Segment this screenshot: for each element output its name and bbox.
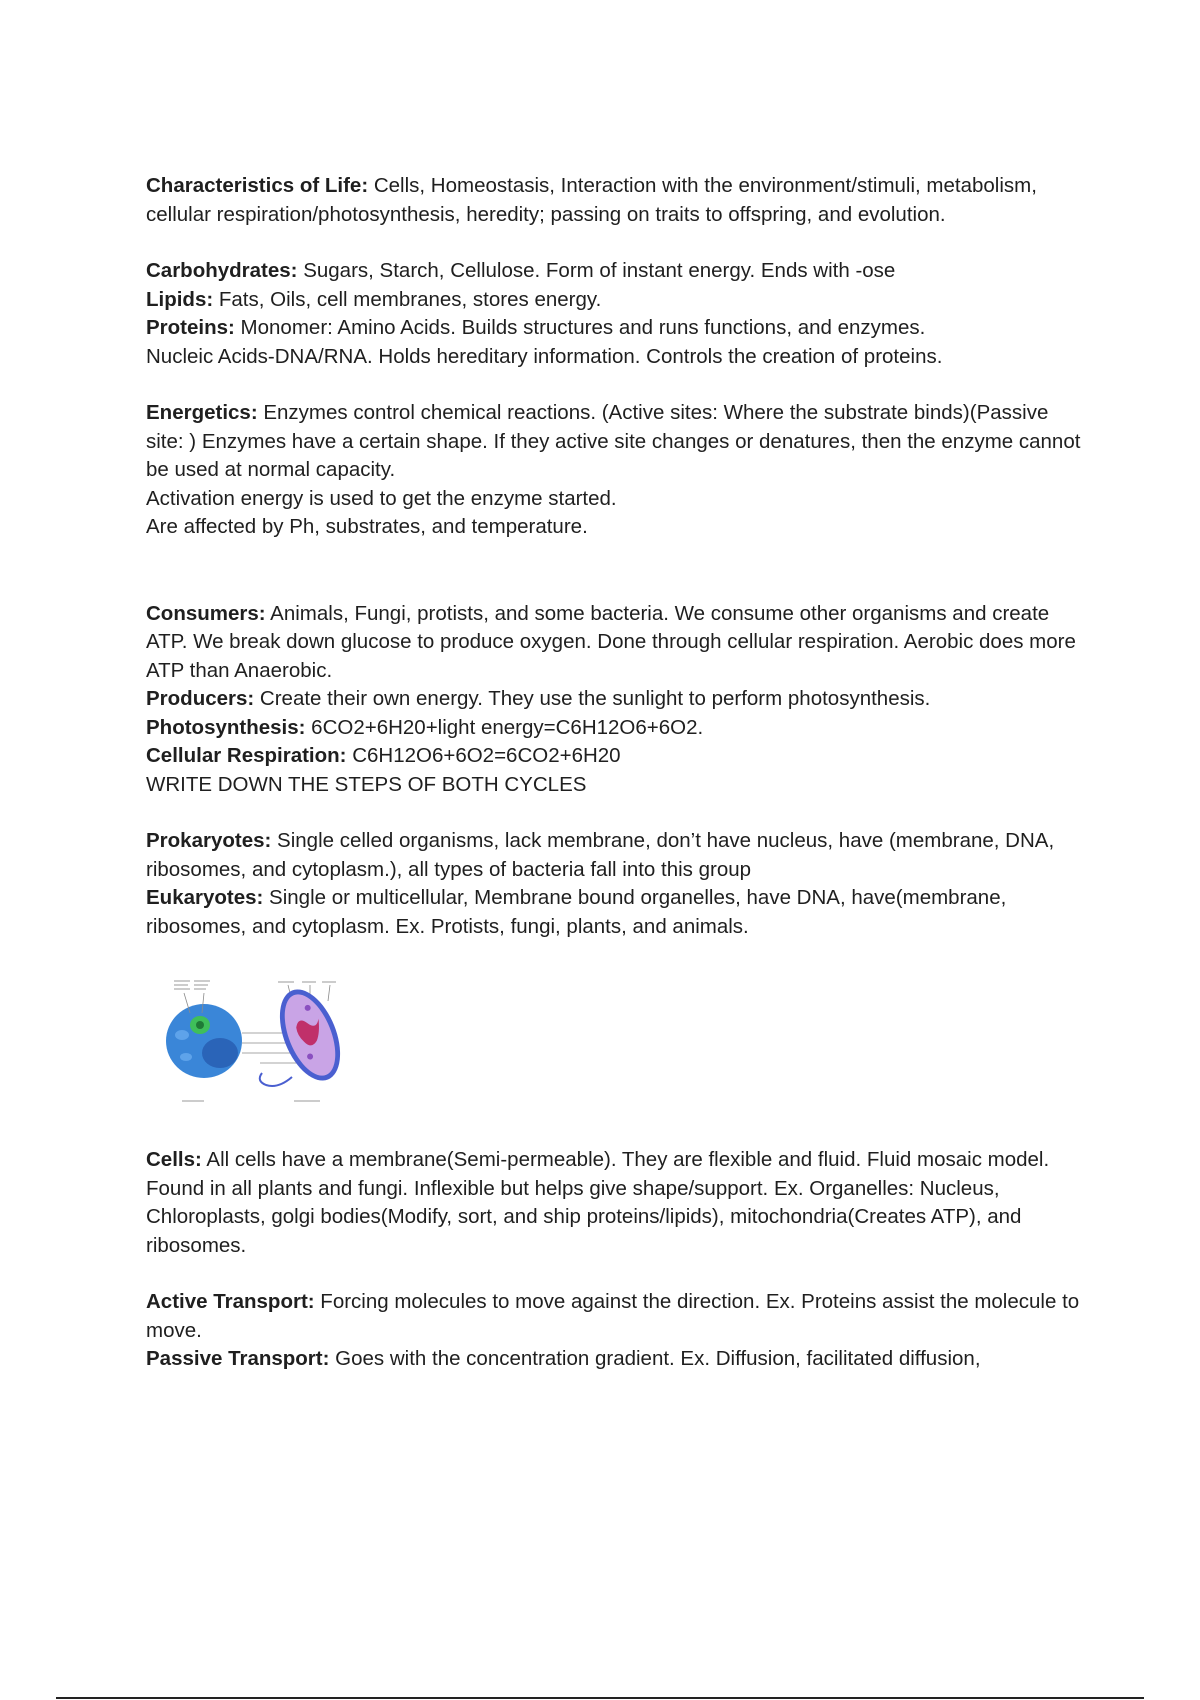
cellular-respiration-text: C6H12O6+6O2=6CO2+6H20	[346, 744, 621, 767]
cellular-respiration-line	[146, 742, 1086, 771]
activation-energy-line: Activation energy is used to get the enzyme started.	[146, 486, 617, 510]
carbohydrates-line	[146, 257, 1086, 286]
flagellum-shape	[260, 1073, 292, 1086]
lipids-label: Lipids:	[146, 287, 214, 311]
eukaryotes-paragraph	[146, 884, 1086, 941]
producers-line	[146, 685, 1086, 714]
active-transport-text: Forcing molecules to move against the direction. Ex. Proteins assist the molecule to move.	[146, 1290, 1080, 1342]
producers-label: Producers:	[146, 687, 255, 710]
energetics-label: Energetics:	[146, 401, 258, 424]
write-steps-line: WRITE DOWN THE STEPS OF BOTH CYCLES	[146, 772, 587, 796]
energetics-text: Enzymes control chemical reactions. (Active sites: Where the substrate binds)(Passive site: ) Enzymes have a certain shape. If they active site changes or denatures, then the enzyme cannot be used at normal capacity.	[146, 401, 1081, 481]
cells-label: Cells:	[146, 1148, 202, 1171]
proteins-line	[146, 314, 1086, 343]
lipids-text: Fats, Oils, cell membranes, stores energy.	[213, 287, 602, 311]
passive-transport-paragraph	[146, 1345, 1086, 1374]
photosynthesis-line	[146, 714, 1086, 743]
active-transport-label: Active Transport:	[146, 1290, 315, 1313]
proteins-label: Proteins:	[146, 316, 235, 339]
prokaryotes-paragraph	[146, 827, 1086, 884]
cell-comparison-diagram-icon	[160, 973, 370, 1108]
cellular-respiration-label: Cellular Respiration:	[146, 744, 347, 767]
carbohydrates-label: Carbohydrates:	[146, 259, 298, 282]
eukaryotes-label: Eukaryotes:	[146, 886, 264, 909]
characteristics-label: Characteristics of Life:	[146, 174, 369, 197]
characteristics-of-life-paragraph	[146, 172, 1086, 229]
carbohydrates-text: Sugars, Starch, Cellulose. Form of instant energy. Ends with -ose	[297, 259, 896, 282]
prokaryotic-cell-shape	[268, 981, 352, 1089]
characteristics-text: Cells, Homeostasis, Interaction with the environment/stimuli, metabolism, cellular respiration/photosynthesis, heredity; passing on traits to offspring, and evolution.	[146, 174, 1037, 226]
consumers-label: Consumers:	[146, 601, 266, 625]
passive-transport-text: Goes with the concentration gradient. Ex. Diffusion, facilitated diffusion,	[329, 1347, 981, 1370]
affected-by-line: Are affected by Ph, substrates, and temperature.	[146, 515, 588, 538]
document-body	[146, 172, 1086, 1374]
active-transport-paragraph	[146, 1288, 1086, 1345]
eukaryote-nucleus-shape	[202, 1038, 238, 1068]
lipids-line	[146, 286, 1086, 315]
proteins-text: Monomer: Amino Acids. Builds structures and runs functions, and enzymes.	[234, 316, 926, 339]
eukaryotes-text: Single or multicellular, Membrane bound organelles, have DNA, have(membrane, ribosomes, and cytoplasm. Ex. Protists, fungi, plants, and animals.	[146, 886, 1007, 938]
photosynthesis-label: Photosynthesis:	[146, 715, 306, 739]
prokaryotes-text: Single celled organisms, lack membrane, don’t have nucleus, have (membrane, DNA, ribosomes, and cytoplasm.), all types of bacteria fall into this group	[146, 829, 1055, 881]
cells-paragraph	[146, 1146, 1086, 1260]
page-bottom-rule	[56, 1697, 1144, 1699]
energetics-paragraph	[146, 399, 1086, 485]
consumers-text: Animals, Fungi, protists, and some bacteria. We consume other organisms and create ATP. We break down glucose to produce oxygen. Done through cellular respiration. Aerobic does more ATP than Anaerobic.	[146, 601, 1076, 682]
cells-text: All cells have a membrane(Semi-permeable). They are flexible and fluid. Fluid mosaic model. Found in all plants and fungi. Inflexible but helps give shape/support. Ex. Organelles: Nucleus, Chloroplasts, golgi bodies(Modify, sort, and ship proteins/lipids), mitochondria(Creates ATP), and ribosomes.	[146, 1148, 1050, 1257]
nucleic-acids-line: Nucleic Acids-DNA/RNA. Holds hereditary information. Controls the creation of proteins.	[146, 344, 943, 368]
prokaryotes-label: Prokaryotes:	[146, 829, 272, 852]
consumers-paragraph	[146, 600, 1086, 686]
photosynthesis-text: 6CO2+6H20+light energy=C6H12O6+6O2.	[305, 715, 704, 739]
producers-text: Create their own energy. They use the sunlight to perform photosynthesis.	[254, 687, 931, 710]
cell-comparison-figure	[160, 973, 370, 1108]
passive-transport-label: Passive Transport:	[146, 1347, 330, 1370]
